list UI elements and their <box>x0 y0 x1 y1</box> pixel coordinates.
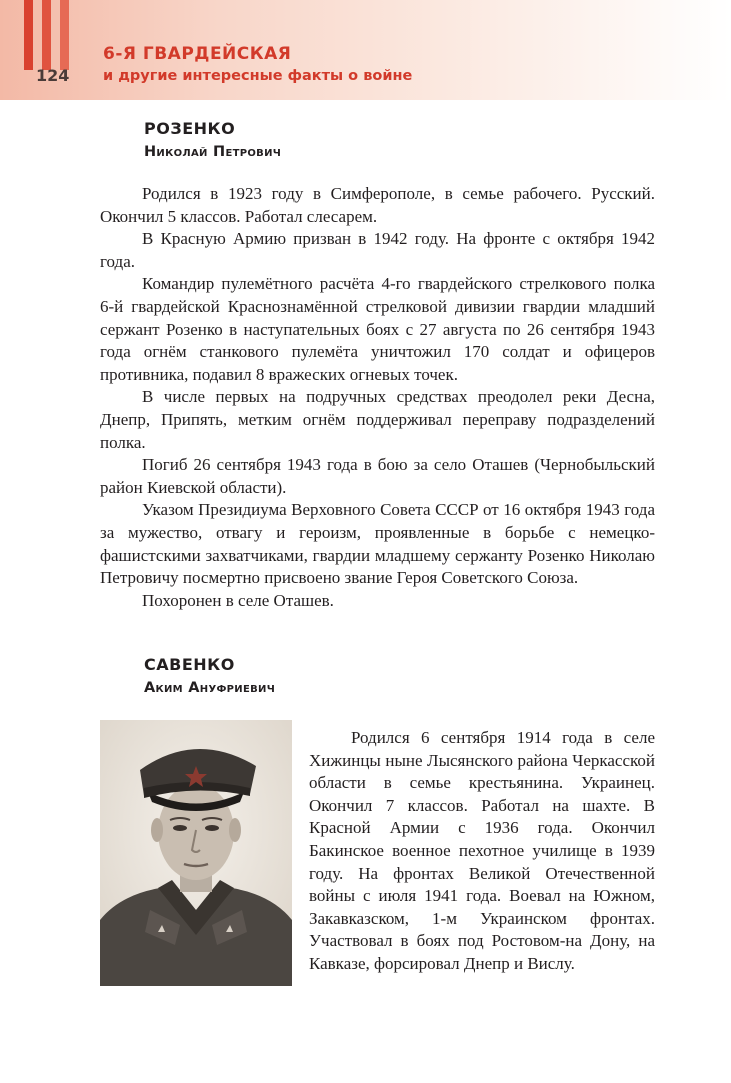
bio-surname: САВЕНКО <box>144 655 235 674</box>
paragraph: Родился в 1923 году в Симферополе, в семье рабочего. Русский. Окончил 5 классов. Работал слесарем. <box>100 184 655 226</box>
paragraph: Указом Президиума Верховного Совета СССР от 16 октября 1943 года за мужество, отвагу и героизм, проявленные в борьбе с немецко-фашистскими захватчиками, гвардии младшему сержанту Розенко Николаю Петровичу посмертно присвоено звание Героя Советского Союза. <box>100 500 655 588</box>
paragraph: В Красную Армию призван в 1942 году. На фронте с октября 1942 года. <box>100 229 655 271</box>
bio-surname: РОЗЕНКО <box>144 119 236 138</box>
decor-stripe <box>24 0 33 70</box>
decor-stripe <box>60 0 69 70</box>
bio-name: Николай Петрович <box>144 144 282 160</box>
page-header <box>0 0 731 100</box>
decor-stripe <box>42 0 51 70</box>
portrait-photo <box>100 720 292 986</box>
paragraph: Родился 6 сентября 1914 года в селе Хижинцы ныне Лысянского района Черкасской области в семье крестьянина. Украинец. Окончил 7 классов. Работал на шахте. В Красной Армии с 1936 года. Окончил Бакинское военное пехотное училище в 1939 году. На фронтах Великой Отечественной войны с июля 1941 года. Воевал на Южном, Закавказском, 1-м Украинском фронтах. Участвовал в боях под Ростовом-на Дону, на Кавказе, форсировал Днепр и Вислу. <box>309 728 655 973</box>
bio-text <box>309 727 655 976</box>
page-number: 124 <box>36 66 70 85</box>
running-title: 6-Я ГВАРДЕЙСКАЯ <box>103 44 292 64</box>
paragraph: Погиб 26 сентября 1943 года в бою за село Оташев (Чернобыльский район Киевской области). <box>100 455 655 497</box>
bio-text <box>100 183 655 612</box>
running-subtitle: и другие интересные факты о войне <box>103 68 413 84</box>
bio-name: Аким Ануфриевич <box>144 680 276 696</box>
paragraph: Похоронен в селе Оташев. <box>142 590 334 610</box>
paragraph: В числе первых на подручных средствах преодолел реки Десна, Днепр, Припять, метким огнём поддерживал переправу подразделений полка. <box>100 387 655 452</box>
paragraph: Командир пулемётного расчёта 4-го гвардейского стрелкового полка 6-й гвардейской Краснознамённой стрелковой дивизии гвардии младший сержант Розенко в наступательных боях с 27 августа по 26 сентября 1943 года огнём станкового пулемёта уничтожил 170 солдат и офицеров противника, подавил 8 вражеских огневых точек. <box>100 274 655 384</box>
